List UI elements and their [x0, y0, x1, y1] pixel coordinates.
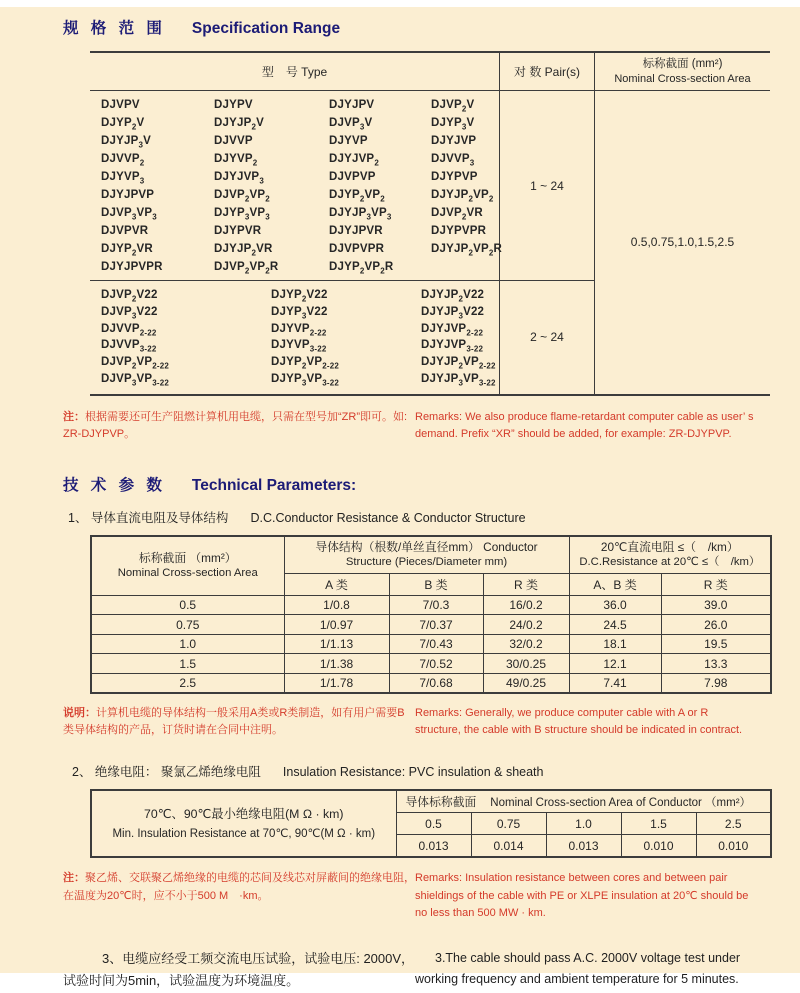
resistance-data-cell: 16/0.2	[483, 595, 569, 615]
item2-note-label: 注：	[63, 872, 85, 885]
spec-note-chinese-text: 根据需要还可生产阻燃计算机用电缆，只需在型号加“ZR”即可。如: ZR-DJYPVP。	[63, 410, 408, 440]
item2-note-chinese-text: 聚乙烯、交联聚乙烯绝缘的电缆的芯间及线芯对屏蔽间的绝缘电阻，在温度为20℃时，应不小于500 M ·km。	[63, 872, 415, 902]
cable-type: $DJYP_2VP_2R$	[329, 261, 394, 276]
item2-heading	[72, 762, 800, 780]
cable-type: $DJYP_2V$	[101, 117, 145, 132]
spec-note-chinese	[63, 409, 415, 443]
cable-type: $DJYJP_2VP_2R$	[431, 243, 503, 258]
cable-type: $DJYJP_3V22$	[421, 305, 485, 321]
cable-type: DJYPV	[214, 99, 253, 111]
cable-type: $DJYP_2V22$	[271, 289, 328, 304]
cable-type: $DJYP_2VP_{2-22}$	[271, 356, 340, 371]
cable-type: $DJYVP_{3-22}$	[271, 339, 327, 354]
cable-type: DJVPVPR	[329, 243, 385, 255]
resistance-data-cell: 18.1	[569, 634, 661, 654]
cable-type: $DJVP_2VP_2R$	[214, 261, 279, 276]
spec-note-english: Remarks: We also produce flame-retardant computer cable as user’ s demand. Prefix “XR” should be added, for example: ZR-DJYPVP.	[415, 410, 754, 440]
insulation-left-line2: Min. Insulation Resistance at 70℃, 90℃(M Ω · km)	[112, 827, 376, 840]
resistance-data-cell: 26.0	[661, 615, 771, 635]
pairs-value-group2: 2 ~ 24	[500, 281, 595, 394]
item1-note-label: 说明：	[63, 707, 96, 720]
item2-note	[63, 870, 772, 921]
cable-type: $DJYP_3V22$	[271, 305, 328, 321]
cable-type: $DJYP_2VP_2$	[329, 189, 385, 204]
cable-type: $DJVP_3VP_{3-22}$	[101, 372, 170, 388]
cable-type: $DJYP_2VR$	[101, 243, 153, 258]
cable-type: $DJVP_2VP_2$	[214, 189, 270, 204]
dc-resistance-table	[90, 535, 772, 695]
cable-type: $DJYVP_2$	[214, 153, 258, 168]
pairs-value-group1: 1 ~ 24	[500, 91, 595, 281]
resistance-data-cell: 1/1.13	[284, 634, 389, 654]
insulation-value-cell: 0.014	[471, 835, 546, 858]
resistance-data-cell: 2.5	[91, 673, 284, 693]
cable-type: DJYPVPR	[431, 225, 487, 237]
cable-type: DJYPVR	[214, 225, 262, 237]
item1-heading-zh: 1、 导体直流电阻及导体结构	[68, 510, 229, 525]
technical-parameters-title	[63, 473, 800, 495]
spec-range-title-zh: 规 格 范 围	[63, 20, 166, 37]
resistance-data-cell: 36.0	[569, 595, 661, 615]
header-conductor-structure	[284, 536, 569, 574]
cable-type: $DJYJVP_3$	[214, 171, 264, 186]
cable-type: $DJYP_3VP_3$	[214, 207, 270, 222]
cable-type: DJYVP	[329, 135, 368, 147]
insulation-row1	[91, 790, 771, 813]
resistance-data-cell: 39.0	[661, 595, 771, 615]
cable-type: DJVPV	[101, 99, 140, 111]
resistance-data-cell: 7/0.68	[389, 673, 483, 693]
column-header-area-line2: Nominal Cross-section Area	[614, 72, 751, 85]
spec-range-table	[90, 51, 770, 396]
resistance-data-cell: 7/0.52	[389, 654, 483, 674]
spec-range-section	[0, 16, 800, 443]
insulation-value-cell: 0.010	[621, 835, 696, 858]
header-dc-resistance-line2: D.C.Resistance at 20℃ ≤（ /km）	[579, 556, 761, 569]
item1-heading	[68, 508, 800, 526]
spec-range-title-en: Specification Range	[191, 20, 341, 37]
cable-type: $DJVP_2V$	[431, 99, 475, 114]
item1-note-chinese-text: 计算机电缆的导体结构一般采用A类或R类制造，如有用户需要B类导体结构的产品，订货时请在合同中注明。	[63, 707, 405, 737]
resistance-data-cell: 24.5	[569, 615, 661, 635]
cable-type: DJVPVR	[101, 225, 149, 237]
class-subheader: A 类	[284, 573, 389, 595]
resistance-data-cell: 1/1.38	[284, 654, 389, 674]
insulation-right-header-en: Nominal Cross-section Area of Conductor （mm²）	[490, 797, 752, 810]
resistance-data-row	[91, 615, 771, 635]
resistance-data-cell: 24/0.2	[483, 615, 569, 635]
item2-note-english: Remarks: Insulation resistance between cores and between pair shieldings of the cable with PE or XLPE insulation at 20℃ should be no less than 500 MW · km.	[415, 872, 749, 919]
resistance-data-cell: 1.0	[91, 634, 284, 654]
resistance-data-cell: 7.41	[569, 673, 661, 693]
cable-type: $DJYJP_2V22$	[421, 289, 485, 304]
header-nominal-area-line2: Nominal Cross-section Area	[117, 567, 258, 580]
conductor-size-cell: 2.5	[696, 813, 771, 835]
cable-type-grid-group1	[90, 91, 503, 281]
insulation-left-cell	[91, 790, 396, 857]
header-conductor-structure-line1: 导体结构（根数/单丝直径mm） Conductor	[315, 539, 538, 554]
resistance-data-cell: 30/0.25	[483, 654, 569, 674]
cable-type: $DJYJP_2V$	[214, 117, 264, 132]
spec-range-title	[63, 16, 800, 38]
cable-type	[431, 258, 502, 276]
resistance-data-cell: 7/0.37	[389, 615, 483, 635]
column-header-area-line1: 标称截面 (mm²)	[642, 57, 723, 70]
item1-heading-en: D.C.Conductor Resistance & Conductor Structure	[250, 510, 526, 525]
technical-parameters-title-zh: 技 术 参 数	[63, 476, 166, 494]
insulation-resistance-table	[90, 789, 772, 858]
item2-heading-en: Insulation Resistance: PVC insulation & sheath	[282, 765, 544, 780]
column-header-type: 型 号 Type	[90, 53, 500, 90]
cable-type-grid-group2	[90, 281, 500, 394]
cable-type: $DJYJP_2VR$	[214, 243, 273, 258]
cross-section-values: 0.5,0.75,1.0,1.5,2.5	[630, 235, 735, 250]
cable-type: DJVPVP	[329, 171, 376, 183]
cable-type: $DJYJP_3VP_{3-22}$	[421, 372, 496, 388]
cable-type: DJYJPVP	[101, 189, 155, 201]
cable-type: $DJYP_3VP_{3-22}$	[271, 372, 340, 388]
resistance-data-cell: 1/0.8	[284, 595, 389, 615]
item3-paragraph	[63, 948, 772, 993]
cable-type: DJYPVP	[431, 171, 478, 183]
spec-range-note	[63, 409, 772, 443]
column-header-pairs: 对 数 Pair(s)	[500, 53, 595, 90]
conductor-size-cell: 1.5	[621, 813, 696, 835]
cable-type: $DJVP_2VR$	[431, 207, 483, 222]
insulation-left-line1: 70℃、90℃最小绝缘电阻(M Ω · km)	[144, 806, 344, 821]
item1-note-english: Remarks: Generally, we produce computer cable with A or R structure, the cable with B structure should be indicated in contract.	[415, 707, 743, 737]
cable-type: DJYJPVR	[329, 225, 383, 237]
resistance-data-row	[91, 654, 771, 674]
resistance-data-cell: 19.5	[661, 634, 771, 654]
item3-chinese: 3、电缆应经受工频交流电压试验，试验电压: 2000V，试验时间为5min，试验温度为环境温度。	[63, 950, 415, 989]
class-subheader: R 类	[483, 573, 569, 595]
spec-range-table-header	[90, 51, 770, 91]
cable-type: $DJVVP_{3-22}$	[101, 339, 157, 354]
cable-type: DJYJPVPR	[101, 261, 163, 273]
cable-type: $DJYJP_3VP_3$	[329, 207, 392, 222]
cable-type: $DJYJVP_{3-22}$	[421, 339, 484, 354]
spec-note-label: 注：	[63, 410, 85, 423]
item3-english: 3.The cable should pass A.C. 2000V voltage test under working frequency and ambient temperature for 5 minutes.	[415, 950, 741, 986]
item2-note-chinese	[63, 870, 415, 921]
insulation-value-cell: 0.010	[696, 835, 771, 858]
resistance-data-cell: 0.75	[91, 615, 284, 635]
resistance-data-cell: 1/0.97	[284, 615, 389, 635]
insulation-right-header	[396, 790, 771, 813]
conductor-size-cell: 0.75	[471, 813, 546, 835]
cable-type: $DJYJVP_2$	[329, 153, 379, 168]
conductor-size-cell: 1.0	[546, 813, 621, 835]
resistance-data-cell: 1/1.78	[284, 673, 389, 693]
resistance-data-cell: 7/0.3	[389, 595, 483, 615]
header-dc-resistance-line1: 20℃直流电阻 ≤（ /km）	[600, 539, 739, 554]
cable-type: $DJVP_3V$	[329, 117, 373, 132]
spec-range-table-body	[90, 91, 770, 396]
resistance-data-row	[91, 673, 771, 693]
cable-type: DJYJVP	[431, 135, 477, 147]
dc-resistance-table-body	[91, 595, 771, 693]
resistance-data-cell: 32/0.2	[483, 634, 569, 654]
item1-note-chinese	[63, 705, 415, 739]
cable-type: $DJVP_3VP_3$	[101, 207, 157, 222]
resistance-data-cell: 1.5	[91, 654, 284, 674]
item2-heading-zh: 2、 绝缘电阻： 聚氯乙烯绝缘电阻	[72, 765, 261, 780]
item1-note	[63, 705, 772, 739]
conductor-size-cell: 0.5	[396, 813, 471, 835]
insulation-right-header-zh: 导体标称截面	[405, 795, 477, 810]
insulation-value-cell: 0.013	[546, 835, 621, 858]
cable-type: $DJVP_2V22$	[101, 289, 158, 304]
class-subheader: B 类	[389, 573, 483, 595]
cable-type: $DJVVP_2$	[101, 153, 145, 168]
resistance-data-row	[91, 634, 771, 654]
header-conductor-structure-line2: Structure (Pieces/Diameter mm)	[345, 556, 508, 569]
resistance-data-cell: 7/0.43	[389, 634, 483, 654]
column-header-area	[595, 53, 770, 90]
cable-type: $DJYJP_3V$	[101, 135, 151, 150]
cable-type: $DJYVP_{2-22}$	[271, 322, 327, 337]
resistance-data-cell: 12.1	[569, 654, 661, 674]
resistance-data-cell: 0.5	[91, 595, 284, 615]
cable-type: DJYJPV	[329, 99, 375, 111]
cable-type: $DJYJVP_{2-22}$	[421, 322, 484, 337]
technical-parameters-title-en: Technical Parameters:	[191, 476, 357, 494]
cable-type: $DJVVP_3$	[431, 153, 475, 168]
class-subheader: R 类	[661, 573, 771, 595]
technical-parameters-section	[0, 473, 800, 993]
class-subheader: A、B 类	[569, 573, 661, 595]
dc-resistance-header-row1	[91, 536, 771, 574]
resistance-data-row	[91, 595, 771, 615]
resistance-data-cell: 49/0.25	[483, 673, 569, 693]
cable-type: $DJYVP_3$	[101, 171, 145, 186]
header-dc-resistance	[569, 536, 771, 574]
cable-type: $DJVP_3V22$	[101, 305, 158, 321]
cable-type: $DJYJP_2VP_2$	[431, 189, 494, 204]
cable-type: $DJVVP_{2-22}$	[101, 322, 157, 337]
cable-type: $DJYP_3V$	[431, 117, 475, 132]
header-nominal-area-line1: 标称截面 （mm²）	[138, 550, 237, 565]
cable-type: $DJVP_2VP_{2-22}$	[101, 356, 170, 371]
catalog-page	[0, 7, 800, 989]
cable-type: DJVVP	[214, 135, 253, 147]
resistance-data-cell: 7.98	[661, 673, 771, 693]
insulation-value-cell: 0.013	[396, 835, 471, 858]
resistance-data-cell: 13.3	[661, 654, 771, 674]
header-nominal-area	[91, 536, 284, 596]
cable-type: $DJYJP_2VP_{2-22}$	[421, 356, 496, 371]
